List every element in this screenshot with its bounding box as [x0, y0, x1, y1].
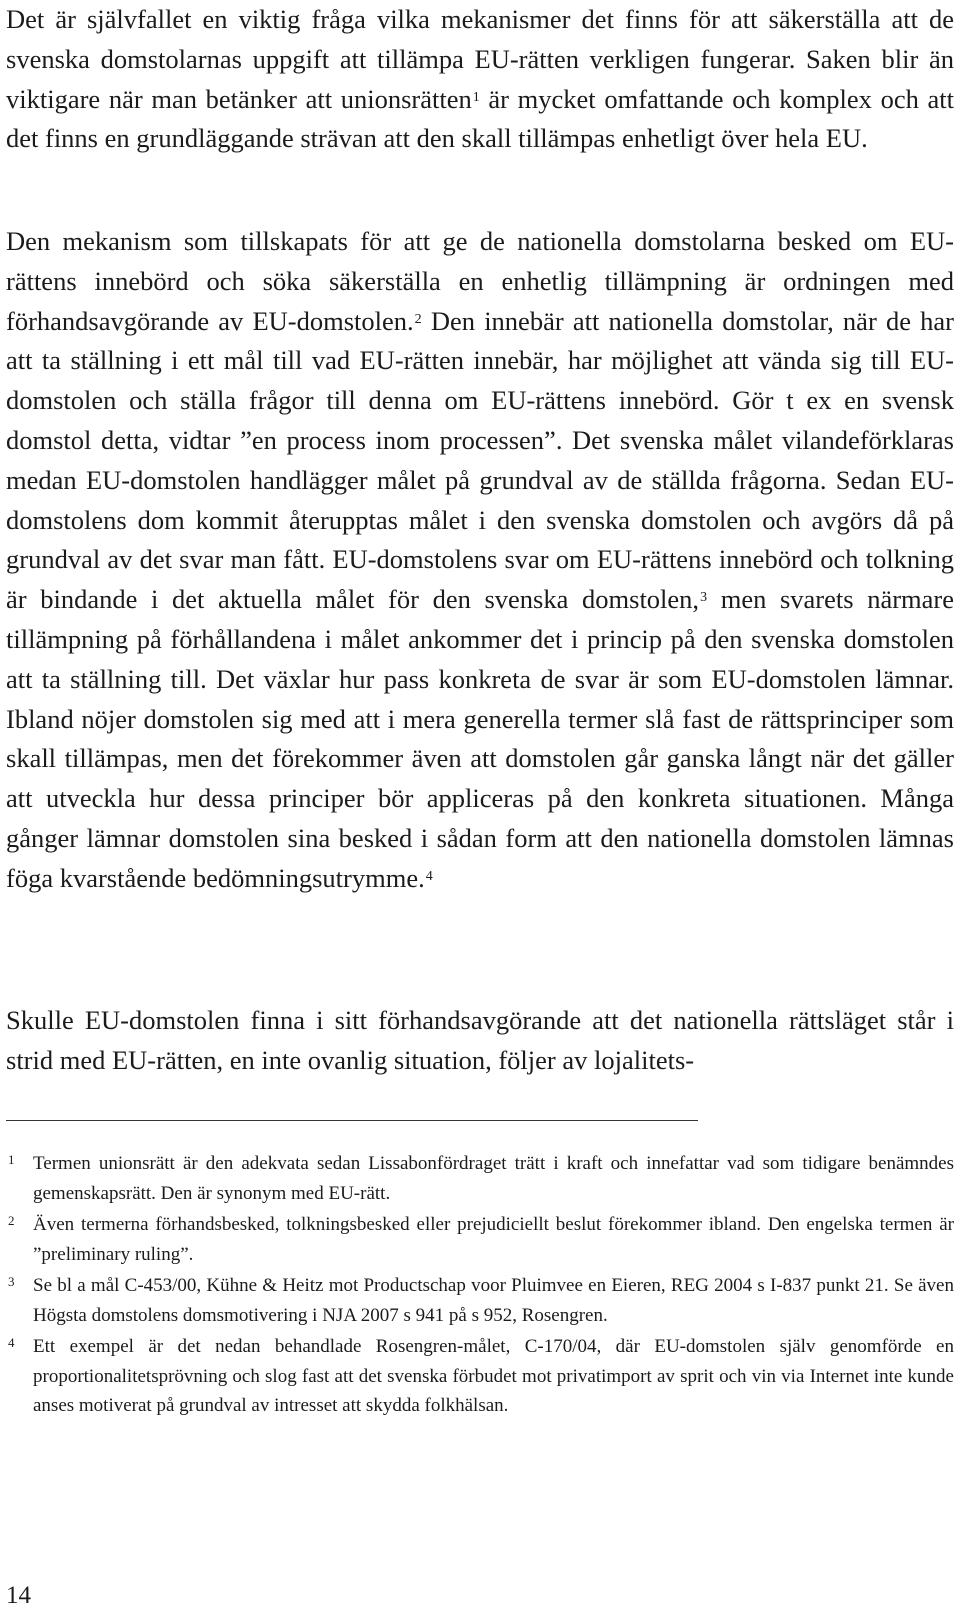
- footnote-number: 1: [8, 1152, 15, 1167]
- paragraph-text: men svarets närmare tillämpning på förhållandena i målet ankommer det i princip på den svenska domstolen att ta ställning till. Det växlar hur pass konkreta de svar är som EU-domstolen lämnar. Ibland nöjer domstolen sig med att i mera generella termer slå fast de rättsprinciper som skall tillämpas, men det förekommer även att domstolen går ganska långt när det gäller att utveckla hur dessa principer bör appliceras på den konkreta situationen. Många gånger lämnar domstolen sina besked i sådan form att den nationella domstolen lämnas föga kvarstående bedömningsutrymme.: [6, 584, 954, 893]
- body-paragraph-1: [6, 0, 954, 159]
- footnote-reference-2[interactable]: 2: [414, 311, 422, 327]
- footnote-number: 3: [8, 1274, 15, 1289]
- footnote-separator: [6, 1120, 698, 1121]
- footnote-1: [6, 1149, 954, 1208]
- paragraph-text: Det är självfallet en viktig fråga vilka mekanismer det finns för att säkerställa att de svenska domstolarnas uppgift att tillämpa EU-rätten verkligen fungerar. Saken blir än viktigare när man betänker att unionsrätten: [6, 4, 954, 114]
- body-paragraph-3: [6, 1001, 954, 1081]
- paragraph-text: är mycket omfattande och komplex och att det finns en grundläggande strävan att den skall tillämpas enhetligt över hela EU.: [6, 83, 954, 154]
- footnote-text: Ett exempel är det nedan behandlade Rosengren-målet, C-170/04, där EU-domstolen själv genomförde en proportionalitetsprövning och slog fast att det svenska förbudet mot privatimport av sprit och vin via Internet inte kunde anses motiverat på grundval av intresset att skydda folkhälsan.: [33, 1336, 954, 1416]
- footnote-2: [6, 1210, 954, 1269]
- paragraph-text: Den mekanism som tillskapats för att ge de nationella domstolarna besked om EU-rättens innebörd och söka säkerställa en enhetlig tillämpning är ordningen med förhandsavgörande av EU-domstolen.: [6, 226, 954, 336]
- page-number: 14: [6, 1582, 31, 1609]
- body-paragraph-2: [6, 222, 954, 899]
- footnote-text: Termen unionsrätt är den adekvata sedan Lissabonfördraget trätt i kraft och innefattar vad som tidigare benämndes gemenskapsrätt. Den är synonym med EU-rätt.: [33, 1153, 954, 1204]
- paragraph-text: Den innebär att nationella domstolar, när de har att ta ställning i ett mål till vad EU-rätten innebär, har möjlighet att vända sig till EU-domstolen och ställa frågor till denna om EU-rättens innebörd. Gör t ex en svensk domstol detta, vidtar ”en process inom processen”. Det svenska målet vilandeförklaras medan EU-domstolen handlägger målet på grundval av de ställda frågorna. Sedan EU-domstolens dom kommit återupptas målet i den svenska domstolen och avgörs då på grundval av det svar man fått. EU-domstolens svar om EU-rättens innebörd och tolkning är bindande i det aktuella målet för den svenska domstolen,: [6, 305, 954, 615]
- footnote-reference-3[interactable]: 3: [700, 590, 708, 606]
- footnote-number: 4: [8, 1335, 15, 1350]
- footnote-text: Se bl a mål C-453/00, Kühne & Heitz mot Productschap voor Pluimvee en Eieren, REG 2004 s I-837 punkt 21. Se även Högsta domstolens domsmotivering i NJA 2007 s 941 på s 952, Rosengren.: [33, 1275, 954, 1326]
- paragraph-text: Skulle EU-domstolen finna i sitt förhandsavgörande att det nationella rättsläget står i strid med EU-rätten, en inte ovanlig situation, följer av lojalitets-: [6, 1005, 954, 1075]
- footnote-reference-4[interactable]: 4: [425, 868, 433, 884]
- footnote-3: [6, 1271, 954, 1330]
- footnotes-section: [6, 1149, 954, 1423]
- footnote-text: Även termerna förhandsbesked, tolkningsbesked eller prejudiciellt beslut förekommer ibland. Den engelska termen är ”preliminary ruling”.: [33, 1214, 954, 1265]
- footnote-4: [6, 1332, 954, 1421]
- footnote-reference-1[interactable]: 1: [472, 89, 480, 105]
- footnote-number: 2: [8, 1213, 15, 1228]
